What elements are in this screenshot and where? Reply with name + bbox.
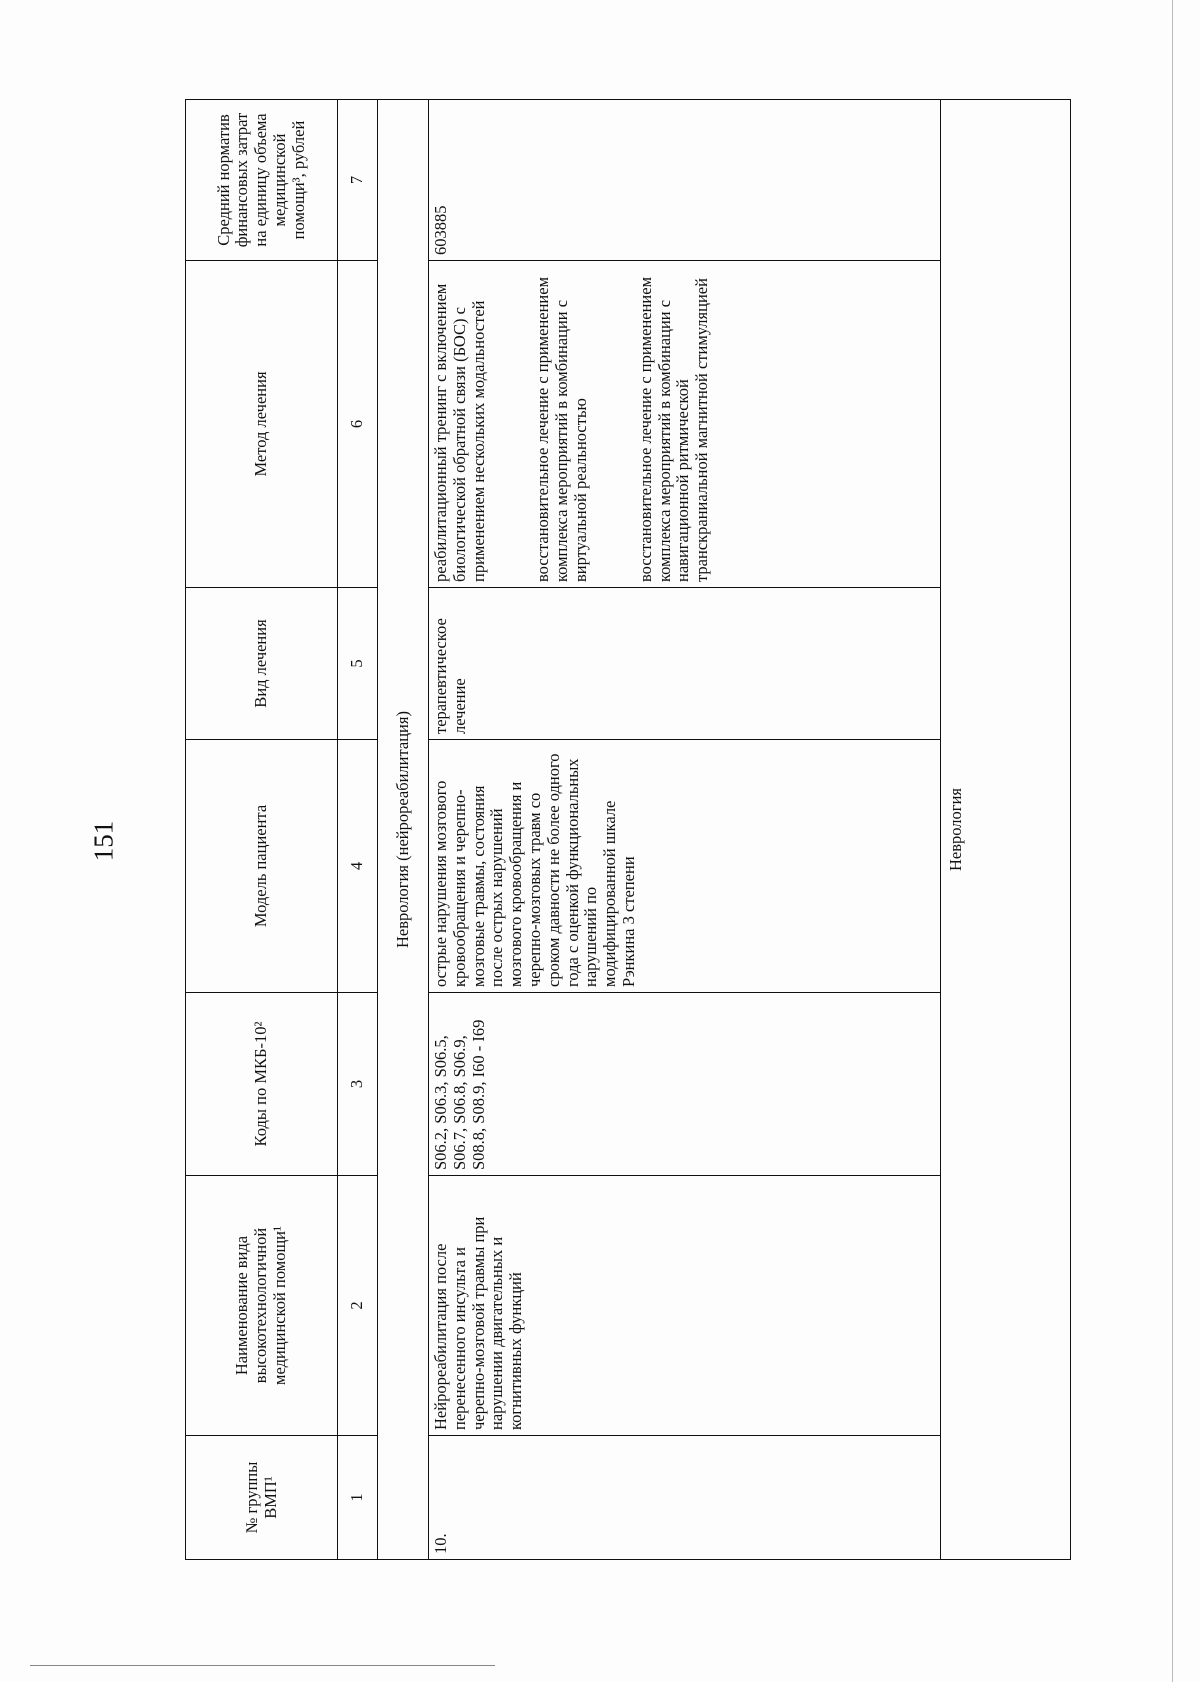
column-number: 6: [338, 261, 378, 588]
rotated-table-container: [185, 100, 1080, 1560]
header-group-number: № группы ВМП¹: [186, 1436, 338, 1560]
header-icd-codes: Коды по МКБ-10²: [186, 993, 338, 1176]
patient-model-cell: острые нарушения мозгового кровообращения и черепно-мозговые травмы, состояния после острых нарушений мозгового кровообращения и черепно-мозговых травм со сроком давности не более одного года с оценкой функциональных нарушений по модифицированной шкале Рэнкина 3 степени: [429, 740, 941, 993]
next-section-row: [941, 100, 1071, 1560]
table-row: [429, 100, 941, 1560]
column-number: 3: [338, 993, 378, 1176]
cost-cell: 603885: [429, 100, 941, 261]
column-number: 7: [338, 100, 378, 261]
treatment-method-cell: [429, 261, 941, 588]
vmp-table: [185, 99, 1071, 1560]
scan-edge-line: [30, 1665, 495, 1666]
section-row: [378, 100, 429, 1560]
treatment-method-item: восстановительное лечение с применением комплекса мероприятий в комбинации с навигационной ритмической транскраниальной магнитной стимуляцией: [635, 276, 712, 582]
header-cost: Средний норматив финансовых затрат на единицу объема медицинской помощи³, рублей: [186, 100, 338, 261]
treatment-method-item: восстановительное лечение с применением комплекса мероприятий в комбинации с виртуальной реальностью: [533, 276, 590, 582]
group-number-cell: 10.: [429, 1436, 941, 1560]
header-patient-model: Модель пациента: [186, 740, 338, 993]
treatment-type-cell: терапевтическое лечение: [429, 588, 941, 740]
header-vmp-name: Наименование вида высокотехнологичной медицинской помощи¹: [186, 1176, 338, 1436]
column-number-row: [338, 100, 378, 1560]
next-section-title: Неврология: [941, 100, 1071, 1560]
vmp-name-cell: Нейрореабилитация после перенесенного инсульта и черепно-мозговой травмы при нарушении двигательных и когнитивных функций: [429, 1176, 941, 1436]
icd-codes-cell: S06.2, S06.3, S06.5, S06.7, S06.8, S06.9, S08.8, S08.9, I60 - I69: [429, 993, 941, 1176]
section-title: Неврология (нейрореабилитация): [378, 100, 429, 1560]
column-number: 4: [338, 740, 378, 993]
column-number: 2: [338, 1176, 378, 1436]
page-number: 151: [88, 820, 119, 862]
scan-right-edge: [1172, 0, 1173, 1682]
column-number: 5: [338, 588, 378, 740]
header-treatment-method: Метод лечения: [186, 261, 338, 588]
header-treatment-type: Вид лечения: [186, 588, 338, 740]
header-row: [186, 100, 338, 1560]
column-number: 1: [338, 1436, 378, 1560]
treatment-method-item: реабилитационный тренинг с включением биологической обратной связи (БОС) с применением нескольких модальностей: [431, 283, 488, 582]
